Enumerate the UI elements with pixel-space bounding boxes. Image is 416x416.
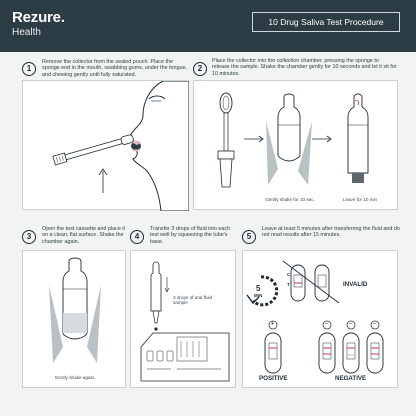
step-4-number: 4 <box>130 230 144 244</box>
invalid-t-label: T <box>287 282 290 287</box>
shake-again-illustration <box>23 251 127 389</box>
shake-caption: Gently shake for 10 sec. <box>265 197 315 202</box>
step-5-panel <box>242 250 398 388</box>
step-2-panel <box>193 80 398 210</box>
swab-mouth-illustration <box>23 81 189 211</box>
step-5-number: 5 <box>242 230 256 244</box>
timer-value: 5 <box>256 284 261 293</box>
step-2-text: Place the collector into the collection chamber, pressing the sponge to release the sample. Shake the chamber gently for 10 seconds and let it sit for 10 minutes. <box>212 58 397 77</box>
results-illustration <box>243 251 399 389</box>
step-4-text: Transfer 3 drops of fluid into each test well by squeezing the tube's base. <box>150 226 231 245</box>
step-1-text: Remove the collector from the sealed pouch. Place the sponge end in the mouth, swabbing gums, under the tongue, and chewing gently until fully saturated. <box>42 59 188 78</box>
step-4-panel <box>130 250 236 388</box>
step-2-number: 2 <box>193 62 207 76</box>
step-5-text: Leave at least 5 minutes after transferring the fluid and do not read results after 15 minutes. <box>262 226 400 239</box>
shake-again-caption: Gently shake again. <box>54 375 96 380</box>
negative-sign-2: − <box>349 321 352 327</box>
invalid-label: INVALID <box>343 281 368 288</box>
positive-label: POSITIVE <box>259 375 288 382</box>
invalid-c-label: C <box>287 272 291 277</box>
step-1-panel <box>22 80 188 210</box>
step-1-number: 1 <box>22 62 36 76</box>
header-bar <box>0 0 416 52</box>
drops-cassette-illustration <box>131 251 237 389</box>
step-3-text: Open the test cassette and place it on a clean, flat surface. Shake the chamber again. <box>42 226 126 245</box>
timer-unit: MIN <box>254 293 263 298</box>
leave-caption: Leave for 10 min <box>342 197 378 202</box>
page-title: 10 Drug Saliva Test Procedure <box>252 12 400 32</box>
collection-chamber-illustration <box>194 81 399 211</box>
step-3-panel <box>22 250 126 388</box>
brand-subtitle: Health <box>12 27 41 38</box>
negative-label: NEGATIVE <box>335 375 367 382</box>
positive-sign: + <box>271 321 274 327</box>
drops-note: 3 drops of oral fluid sample <box>173 295 213 305</box>
negative-sign-1: − <box>325 321 328 327</box>
step-3-number: 3 <box>22 230 36 244</box>
negative-sign-3: − <box>373 321 376 327</box>
brand-logo: Rezure. <box>12 9 65 26</box>
